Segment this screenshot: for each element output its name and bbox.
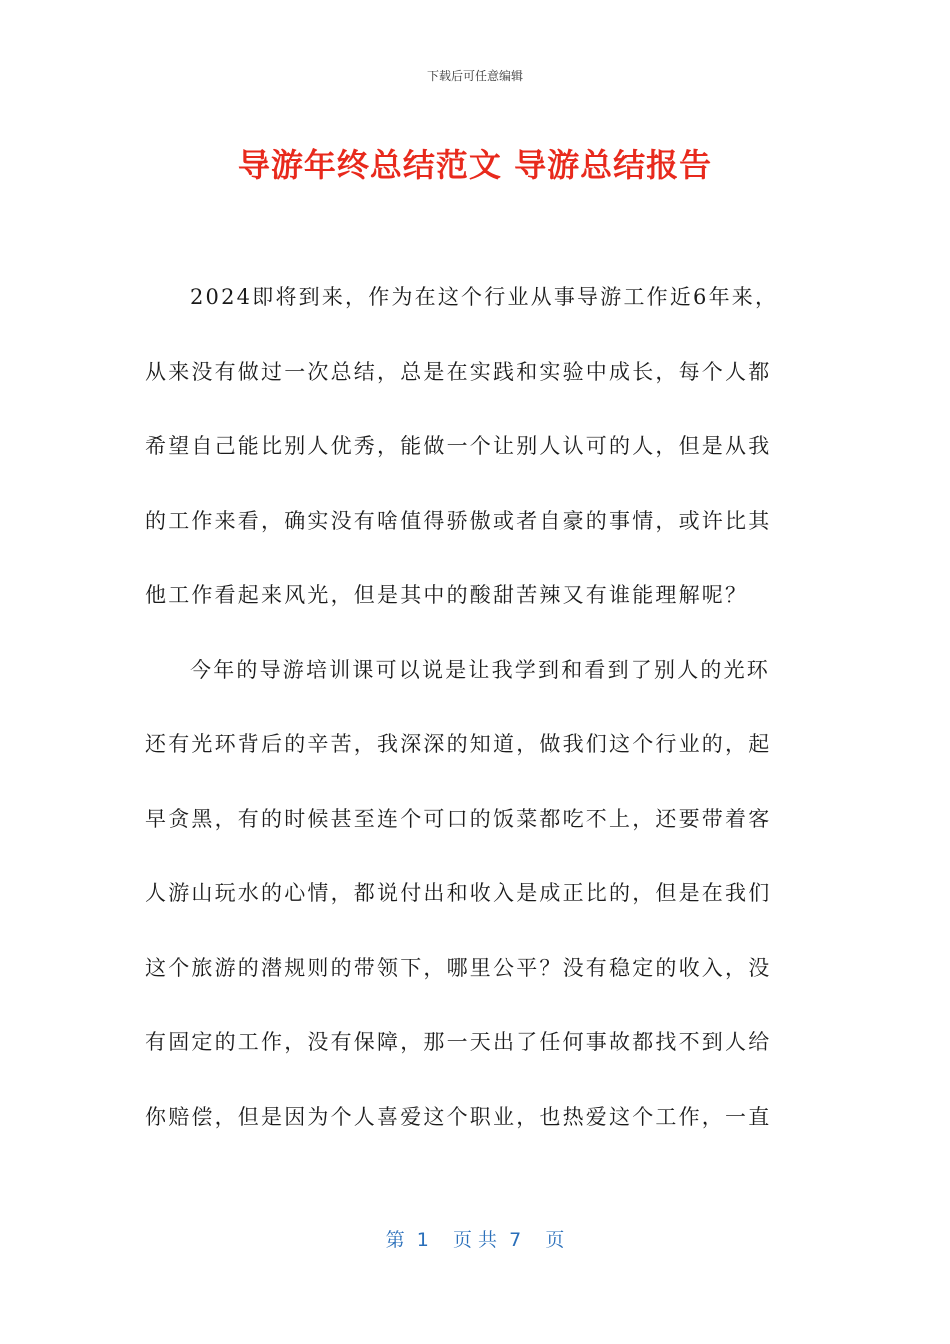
- paragraph-2-line-4: 人游山玩水的心情，都说付出和收入是成正比的，但是在我们: [145, 881, 772, 905]
- document-title: 导游年终总结范文 导游总结报告: [237, 146, 713, 184]
- page-number-footer: 第 1 页 共 7 页: [385, 1229, 565, 1251]
- paragraph-2-line-5: 这个旅游的潜规则的带领下，哪里公平？没有稳定的收入，没: [145, 955, 772, 980]
- paragraph-1-line-2: 从来没有做过一次总结，总是在实践和实验中成长，每个人都: [145, 359, 772, 384]
- paragraph-2-line-1: 今年的导游培训课可以说是让我学到和看到了别人的光环: [190, 657, 770, 682]
- paragraph-1-line-3: 希望自己能比别人优秀，能做一个让别人认可的人，但是从我: [145, 434, 772, 458]
- paragraph-1-line-5: 他工作看起来风光，但是其中的酸甜苦辣又有谁能理解呢？: [145, 583, 749, 607]
- document-body: [145, 260, 805, 1154]
- paragraph-1-line-4: 的工作来看，确实没有啥值得骄傲或者自豪的事情，或许比其: [145, 508, 772, 533]
- paragraph-2-line-3: 早贪黑，有的时候甚至连个可口的饭菜都吃不上，还要带着客: [145, 806, 772, 831]
- paragraph-2-line-2: 还有光环背后的辛苦，我深深的知道，做我们这个行业的，起: [145, 732, 772, 756]
- paragraph-2-line-6: 有固定的工作，没有保障，那一天出了任何事故都找不到人给: [145, 1030, 772, 1054]
- paragraph-1-line-1: 2024即将到来，作为在这个行业从事导游工作近6年来，: [190, 285, 779, 309]
- paragraph-2-line-7: 你赔偿，但是因为个人喜爱这个职业，也热爱这个工作，一直: [145, 1104, 772, 1129]
- page-header-note: 下载后可任意编辑: [426, 69, 523, 83]
